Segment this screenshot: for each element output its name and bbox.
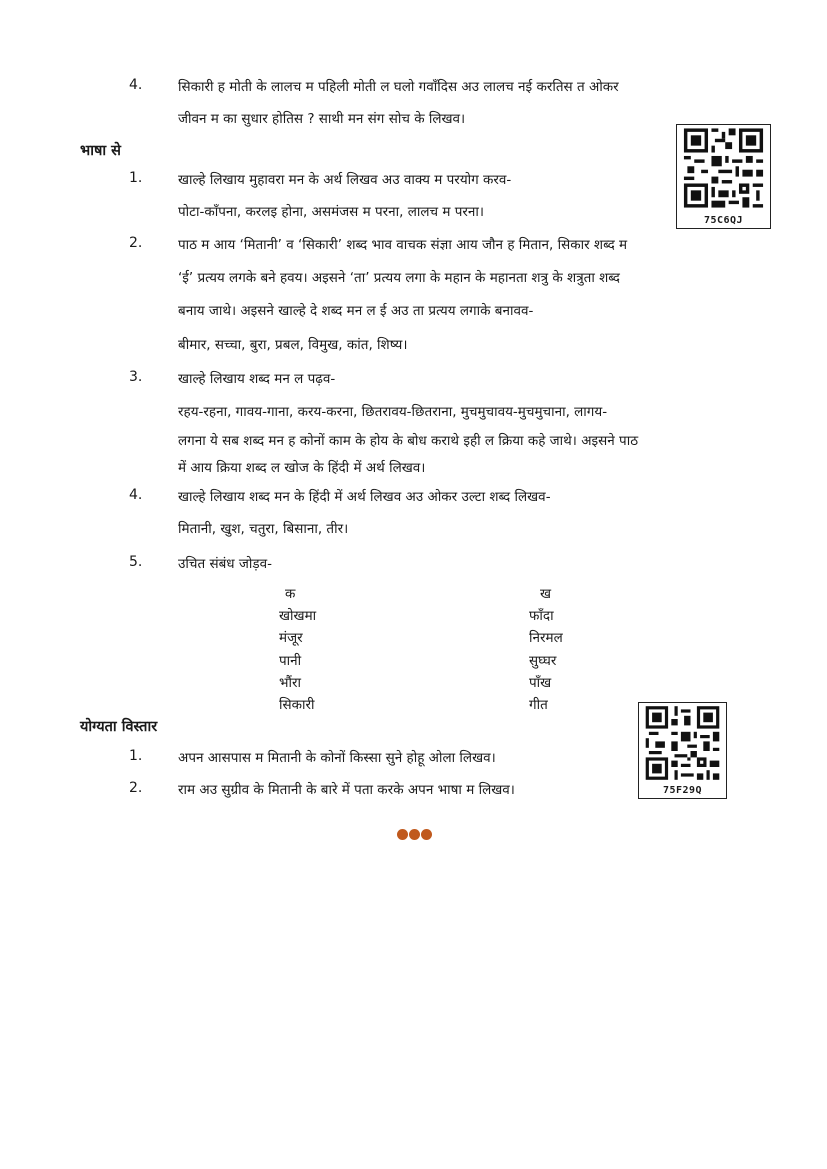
question-number: 2.: [129, 235, 143, 251]
question-text: रहय-रहना, गावय-गाना, करय-करना, छितरावय-छितराना, मुचमुचावय-मुचमुचाना, लागय-: [178, 404, 608, 420]
question-number: 5.: [129, 554, 143, 570]
match-item-b: पाँख: [529, 675, 552, 691]
ornament-dot: [409, 829, 420, 840]
match-item-b: फाँदा: [529, 608, 554, 624]
question-number: 1.: [129, 748, 143, 764]
question-text: बीमार, सच्चा, बुरा, प्रबल, विमुख, कांत, शिष्य।: [178, 337, 408, 353]
qr-code-label: 75C6QJ: [703, 215, 744, 226]
qr-pattern-icon: [639, 703, 726, 783]
match-column-header: ख: [540, 586, 552, 602]
question-text: खाल्हे लिखाय शब्द मन के हिंदी में अर्थ लिखव अउ ओकर उल्टा शब्द लिखव-: [178, 489, 551, 505]
question-text: जीवन म का सुधार होतिस ? साथी मन संग सोच के लिखव।: [178, 111, 466, 127]
question-text: खाल्हे लिखाय शब्द मन ल पढ़व-: [178, 371, 336, 387]
question-text: उचित संबंध जोड़व-: [178, 556, 272, 572]
section-heading: योग्यता विस्तार: [80, 719, 158, 735]
question-text: बनाय जाथे। अइसने खाल्हे दे शब्द मन ल ई अउ ता प्रत्यय लगाके बनावव-: [178, 303, 534, 319]
match-item-a: खोखमा: [279, 608, 317, 624]
match-item-a: भौंरा: [279, 675, 302, 691]
match-column-header: क: [285, 586, 296, 602]
question-text: लगना ये सब शब्द मन ह कोनों काम के होय के बोध कराथे इही ल क्रिया कहे जाथे। अइसने पाठ: [178, 433, 639, 449]
question-text: राम अउ सुग्रीव के मितानी के बारे में पता करके अपन भाषा म लिखव।: [178, 782, 515, 798]
question-text: मितानी, खुश, चतुरा, बिसाना, तीर।: [178, 521, 349, 537]
ornament-dot: [421, 829, 432, 840]
section-heading: भाषा से: [80, 143, 121, 159]
question-number: 3.: [129, 369, 143, 385]
qr-code: [676, 124, 771, 229]
question-text: अपन आसपास म मितानी के कोनों किस्सा सुने होहू ओला लिखव।: [178, 750, 496, 766]
question-number: 4.: [129, 77, 143, 93]
question-text: ‘ई’ प्रत्यय लगके बने हवय। अइसने ‘ता’ प्रत्यय लगा के महान के महानता शत्रु के शत्रुता शब्द: [178, 270, 620, 286]
question-text: सिकारी ह मोती के लालच म पहिली मोती ल घलो गवाँदिस अउ लालच नई करतिस त ओकर: [178, 79, 619, 95]
match-item-b: निरमल: [529, 630, 563, 646]
question-number: 1.: [129, 170, 143, 186]
qr-pattern-icon: [677, 125, 770, 211]
end-of-chapter-ornament: [397, 829, 432, 840]
match-item-a: मंजूर: [279, 630, 303, 646]
question-number: 4.: [129, 487, 143, 503]
question-text: में आय क्रिया शब्द ल खोज के हिंदी में अर्थ लिखव।: [178, 460, 426, 476]
question-text: पाठ म आय ‘मितानी’ व ‘सिकारी’ शब्द भाव वाचक संज्ञा आय जौन ह मितान, सिकार शब्द म: [178, 237, 628, 253]
match-item-b: गीत: [529, 697, 548, 713]
match-item-a: पानी: [279, 653, 302, 669]
match-item-b: सुघ्घर: [529, 653, 557, 669]
question-number: 2.: [129, 780, 143, 796]
question-text: पोटा-काँपना, करलइ होना, असमंजस म परना, लालच म परना।: [178, 204, 485, 220]
qr-code: [638, 702, 727, 799]
match-item-a: सिकारी: [279, 697, 315, 713]
ornament-dot: [397, 829, 408, 840]
question-text: खाल्हे लिखाय मुहावरा मन के अर्थ लिखव अउ वाक्य म परयोग करव-: [178, 172, 512, 188]
qr-code-label: 75F29Q: [662, 785, 703, 796]
